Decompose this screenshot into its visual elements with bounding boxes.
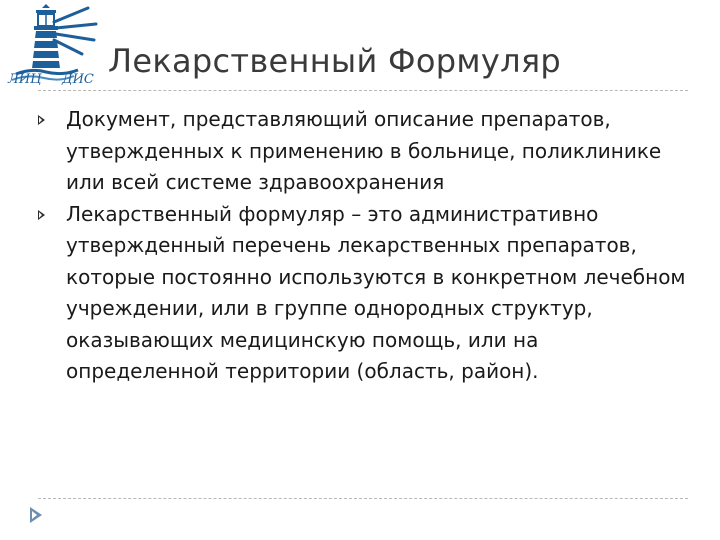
bullet-item — [30, 104, 690, 199]
bullet-text: Документ, представляющий описание препаратов, утвержденных к применению в больнице, поликлинике или всей системе здравоохранения — [66, 107, 662, 194]
logo — [2, 0, 102, 92]
bullet-item — [30, 199, 690, 388]
bullet-list — [30, 104, 690, 388]
logo-text-right: ДИС — [62, 72, 94, 87]
next-slide-button[interactable] — [28, 505, 44, 525]
bullet-arrow-icon — [38, 210, 45, 220]
logo-text-left: ЛИЦ — [8, 72, 42, 87]
next-slide-arrow-icon — [28, 505, 44, 525]
bullet-arrow-icon — [38, 115, 45, 125]
bullet-text: Лекарственный формуляр – это административно утвержденный перечень лекарственных препаратов, которые постоянно используются в конкретном лечебном учреждении, или в группе однородных структур, оказывающих медицинскую помощь, или на определенной территории (область, район). — [66, 201, 686, 383]
title-divider — [38, 90, 688, 91]
slide-title: Лекарственный Формуляр — [108, 42, 561, 80]
footer-divider — [38, 498, 688, 499]
